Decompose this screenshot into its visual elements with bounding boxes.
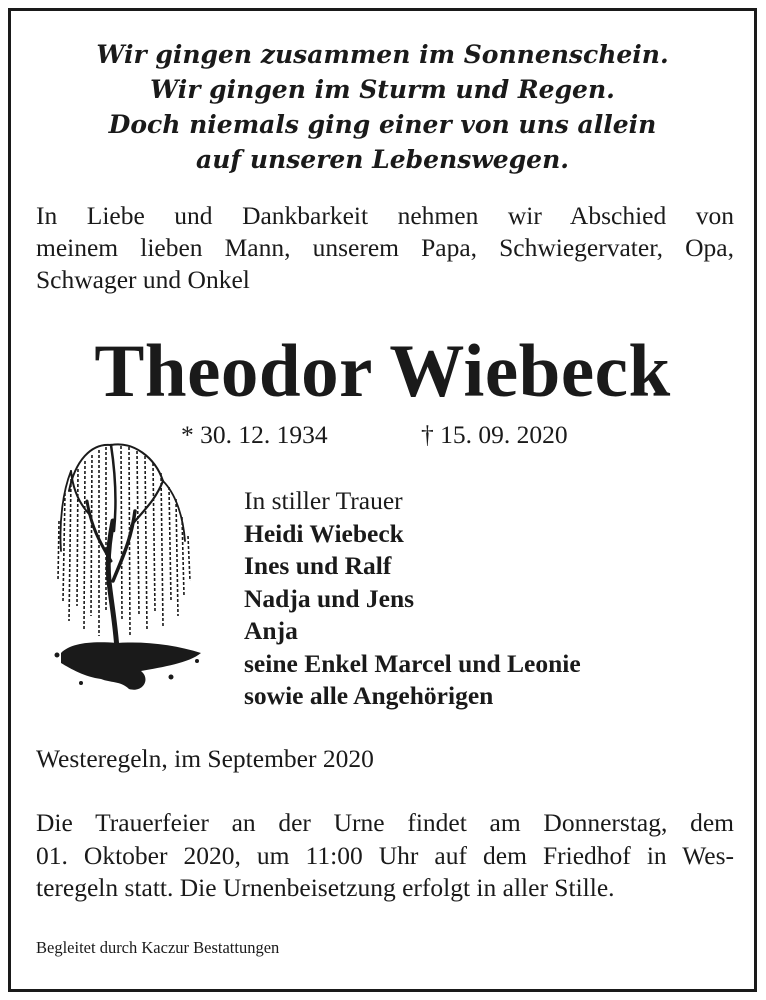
place-date: Westeregeln, im September 2020: [36, 744, 374, 773]
service-line: teregeln statt. Die Urnenbeisetzung erfolgt in aller Stille.: [36, 873, 615, 902]
poem-line: Wir gingen zusammen im Sonnenschein.: [96, 40, 669, 69]
deceased-name: Theodor Wiebeck: [94, 330, 671, 413]
mourner: Heidi Wiebeck: [244, 518, 404, 548]
service-info: [36, 807, 734, 905]
obituary-frame: [8, 8, 757, 992]
death-date: † 15. 09. 2020: [421, 420, 568, 449]
funeral-home-credit: Begleitet durch Kaczur Bestattungen: [36, 938, 280, 957]
weeping-willow-icon: [51, 431, 201, 701]
mourners-list: [244, 485, 581, 713]
intro-line: Schwager und Onkel: [36, 265, 250, 294]
birth-date: * 30. 12. 1934: [181, 420, 328, 449]
poem-line: auf unseren Lebenswegen.: [196, 145, 569, 174]
mourner: Nadja und Jens: [244, 583, 415, 613]
intro-line: In Liebe und Dankbarkeit nehmen wir Abschied von: [36, 201, 734, 230]
service-line: Die Trauerfeier an der Urne findet am Donnerstag, dem: [36, 808, 734, 837]
poem-line: Wir gingen im Sturm und Regen.: [150, 75, 615, 104]
mourner: Ines und Ralf: [244, 551, 392, 580]
mourner: seine Enkel Marcel und Leonie: [244, 648, 581, 678]
mourner: sowie alle Angehörigen: [244, 681, 494, 710]
service-line: 01. Oktober 2020, um 11:00 Uhr auf dem Friedhof in Wes-: [36, 840, 734, 870]
mourner: Anja: [244, 616, 298, 645]
intro-text: [36, 200, 734, 296]
intro-line: meinem lieben Mann, unserem Papa, Schwiegervater, Opa,: [36, 233, 734, 262]
mourners-lead: In stiller Trauer: [244, 486, 403, 515]
poem-line: Doch niemals ging einer von uns allein: [108, 110, 657, 139]
poem: [11, 37, 754, 177]
